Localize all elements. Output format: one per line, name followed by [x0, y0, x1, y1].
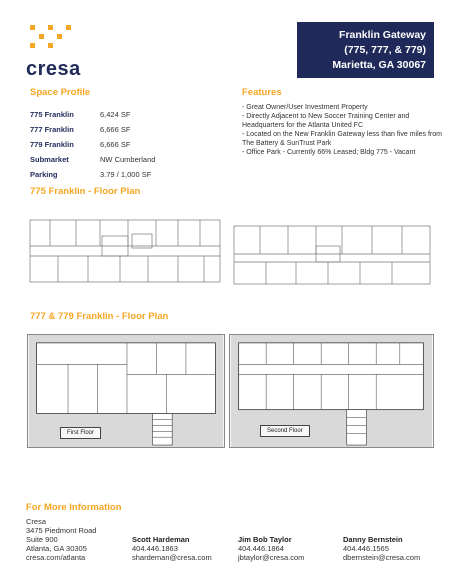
address-line: 3475 Piedmont Road	[26, 526, 97, 535]
row-label: 777 Franklin	[30, 125, 74, 134]
list-item: - Office Park - Currently 66% Leased; Bldg 775 - Vacant	[242, 148, 442, 157]
table-row	[30, 167, 230, 182]
contact-email-link[interactable]: dbernstein@cresa.com	[343, 553, 421, 562]
contact-phone[interactable]: 404.446.1863	[132, 544, 178, 553]
contact-email-link[interactable]: shardeman@cresa.com	[132, 553, 212, 562]
table-row	[30, 122, 230, 137]
row-value: 6,666 SF	[100, 140, 131, 149]
contact-person	[238, 535, 304, 562]
row-label: Submarket	[30, 155, 69, 164]
floorplan-777-779-heading: 777 & 779 Franklin - Floor Plan	[30, 311, 169, 322]
floorplan-drawing	[232, 216, 434, 288]
contact-email-link[interactable]: jbtaylor@cresa.com	[238, 553, 305, 562]
contact-phone[interactable]: 404.446.1864	[238, 544, 284, 553]
row-value: NW Cumberland	[100, 155, 156, 164]
table-row	[30, 107, 230, 122]
list-item: - Located on the New Franklin Gateway less than five miles from The Battery & SunTrust Park	[242, 130, 442, 148]
space-profile-heading: Space Profile	[30, 87, 91, 98]
contact-heading: For More Information	[26, 502, 122, 513]
contact-phone[interactable]: 404.446.1565	[343, 544, 389, 553]
floorplan-775-first	[28, 216, 224, 288]
address-line: Suite 900	[26, 535, 58, 544]
first-floor-label: First Floor	[60, 427, 101, 439]
table-row	[30, 152, 230, 167]
contact-name: Scott Hardeman	[132, 535, 190, 544]
contact-name: Danny Bernstein	[343, 535, 403, 544]
floorplan-777-first-floor	[27, 334, 225, 448]
property-title-box	[297, 22, 434, 78]
features-list	[242, 103, 442, 157]
list-item: - Great Owner/User Investment Property	[242, 103, 442, 112]
row-value: 3.79 / 1,000 SF	[100, 170, 152, 179]
row-value: 6,424 SF	[100, 110, 131, 119]
logo-wordmark: cresa	[26, 58, 81, 80]
company-address	[26, 517, 96, 562]
contact-person	[343, 535, 420, 562]
company-name: Cresa	[26, 517, 47, 526]
floorplan-drawing	[28, 216, 224, 288]
contact-name: Jim Bob Taylor	[238, 535, 292, 544]
second-floor-label: Second Floor	[260, 425, 310, 437]
logo-dots-icon	[26, 20, 76, 58]
property-name: Franklin Gateway	[339, 29, 426, 41]
contact-person	[132, 535, 212, 562]
floorplan-777-second-floor	[229, 334, 434, 448]
list-item: - Directly Adjacent to New Soccer Training Center and Headquarters for the Atlanta United FC	[242, 112, 442, 130]
cresa-logo	[26, 20, 86, 80]
features-heading: Features	[242, 87, 282, 98]
floorplan-drawing	[28, 335, 224, 447]
row-label: 779 Franklin	[30, 140, 74, 149]
space-profile-table	[30, 107, 230, 182]
company-website-link[interactable]: cresa.com/atlanta	[26, 553, 86, 562]
row-value: 6,666 SF	[100, 125, 131, 134]
property-buildings: (775, 777, & 779)	[344, 44, 426, 56]
floorplan-775-second	[232, 216, 434, 288]
row-label: Parking	[30, 170, 58, 179]
table-row	[30, 137, 230, 152]
address-line: Atlanta, GA 30305	[26, 544, 87, 553]
floorplan-775-heading: 775 Franklin - Floor Plan	[30, 186, 141, 197]
row-label: 775 Franklin	[30, 110, 74, 119]
property-location: Marietta, GA 30067	[332, 59, 426, 71]
